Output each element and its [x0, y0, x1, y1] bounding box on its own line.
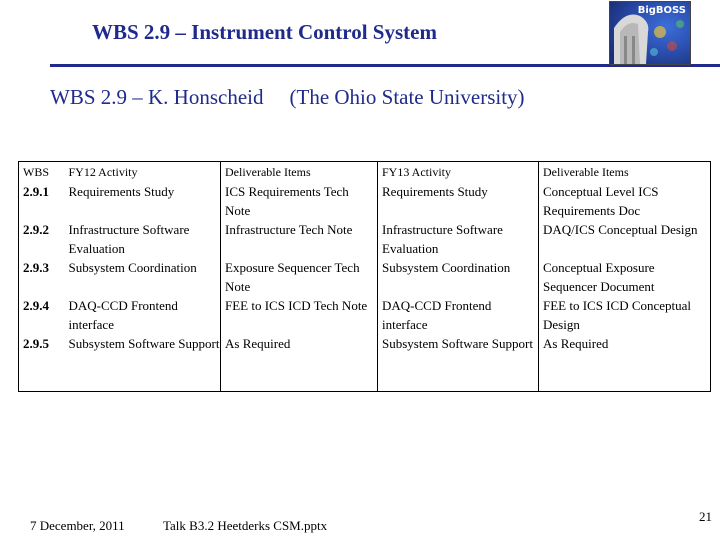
- wbs-cell: 2.9.2: [19, 220, 65, 258]
- fy13-deliverable-cell: FEE to ICS ICD Conceptual Design: [539, 296, 711, 334]
- subtitle-institution: (The Ohio State University): [289, 85, 525, 109]
- fy12-activity-cell: DAQ-CCD Frontend interface: [68, 298, 178, 332]
- table-header-row: [19, 162, 711, 183]
- fy12-deliverable-cell: ICS Requirements Tech Note: [221, 182, 378, 220]
- page-number: 21: [699, 509, 712, 524]
- table-row: [19, 334, 711, 392]
- header-fy12-activity: FY12 Activity: [65, 162, 221, 183]
- header-fy13-activity: FY13 Activity: [378, 162, 539, 183]
- bigboss-logo: [609, 1, 691, 65]
- footer-talk-name: Talk B3.2 Heetderks CSM.pptx: [163, 518, 328, 533]
- table-row: [19, 182, 711, 220]
- fy13-activity-cell: Infrastructure Software Evaluation: [378, 220, 539, 258]
- fy13-activity-cell: DAQ-CCD Frontend interface: [378, 296, 539, 334]
- footer-date: 7 December, 2011: [30, 518, 125, 533]
- fy13-activity-cell: Requirements Study: [378, 182, 539, 220]
- fy12-activity-cell: Infrastructure Software Evaluation: [68, 222, 190, 256]
- table-row: [19, 220, 711, 258]
- fy12-activity-cell: Subsystem Coordination: [68, 260, 197, 275]
- fy12-activity-cell: Requirements Study: [68, 184, 175, 199]
- fy12-deliverable-cell: Infrastructure Tech Note: [221, 220, 378, 258]
- header-wbs: WBS: [19, 162, 65, 183]
- logo-wordmark: BigBOSS: [637, 5, 686, 16]
- fy12-deliverable-cell: FEE to ICS ICD Tech Note: [221, 296, 378, 334]
- fy13-activity-cell: Subsystem Software Support: [378, 334, 539, 392]
- fy13-deliverable-cell: DAQ/ICS Conceptual Design: [539, 220, 711, 258]
- table-row: [19, 258, 711, 296]
- wbs-cell: 2.9.1: [19, 182, 65, 220]
- slide-title: WBS 2.9 – Instrument Control System: [92, 20, 437, 44]
- wbs-cell: 2.9.4: [19, 296, 65, 334]
- fy13-activity-cell: Subsystem Coordination: [378, 258, 539, 296]
- fy12-deliverable-cell: As Required: [221, 334, 378, 392]
- header-fy13-deliverables: Deliverable Items: [539, 162, 711, 183]
- header-fy12-deliverables: Deliverable Items: [221, 162, 378, 183]
- fy12-deliverable-cell: Exposure Sequencer Tech Note: [221, 258, 378, 296]
- wbs-cell: 2.9.5: [19, 334, 65, 392]
- slide-subtitle: [50, 85, 525, 110]
- subtitle-owner: WBS 2.9 – K. Honscheid: [50, 85, 264, 109]
- table-row: [19, 296, 711, 334]
- fy12-activity-cell: Subsystem Software Support: [65, 334, 221, 392]
- fy13-deliverable-cell: Conceptual Level ICS Requirements Doc: [539, 182, 711, 220]
- wbs-cell: 2.9.3: [19, 258, 65, 296]
- activity-table: [18, 161, 711, 392]
- fy13-deliverable-cell: As Required: [539, 334, 711, 392]
- fy13-deliverable-cell: Conceptual Exposure Sequencer Document: [539, 258, 711, 296]
